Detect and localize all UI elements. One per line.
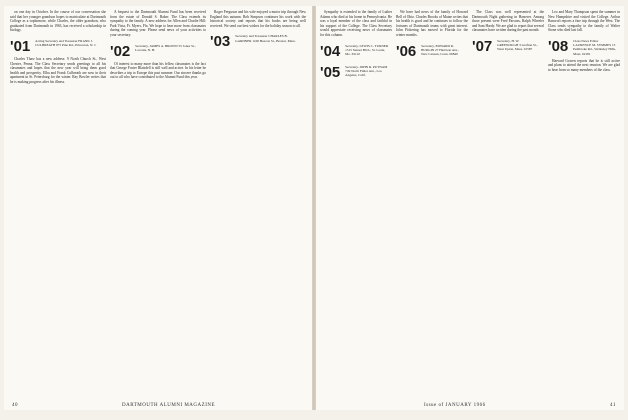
class-secretary-info: Acting Secretary and Treasurer FRANK J. CULBREATH 975 Pine Rd., Princeton, N. J. — [35, 38, 97, 48]
class-year: '02 — [110, 42, 131, 60]
page-number: 41 — [610, 403, 616, 408]
class-secretary-info: Secretary, JAMES A. BROWN 55 Jones St., Laconia, N. H. — [135, 43, 196, 52]
left-column-2 — [110, 10, 206, 82]
class-secretary-info: Secretary and Treasurer CHARLES B. GARDNER 1100 Beacon St., Boston, Mass. — [235, 34, 296, 43]
class-entry-header — [320, 65, 392, 80]
class-secretary-info: Secretary, H. W. GREENOUGH 3 Grafton St., West Upton, Mass. 01587 — [497, 38, 538, 52]
class-entry-header — [10, 39, 106, 54]
column-text: We have had news of the family of Howard Bell of Ohio. Charles Brooks of Maine writes that his health is good and he continues to follow the fortunes of Dartmouth teams with great interest. John Pickering has moved to Florida for the winter months. — [396, 10, 468, 37]
class-year: '01 — [10, 37, 31, 55]
magazine-title: DARTMOUTH ALUMNI MAGAZINE — [122, 403, 216, 408]
column-text: Of interest to many more than his fellow classmates is the fact that George Foster Blaisdell is still well and active. In his letter he describes a trip to Europe this past summer. Our sincere thanks go out to all who have contributed to the Alumni Fund this year. — [110, 61, 206, 80]
right-column-4 — [548, 10, 620, 75]
class-entry-header — [396, 44, 468, 59]
right-page — [316, 6, 624, 410]
column-text: The Class was well represented at the Dartmouth Night gathering in Hanover. Among those present were Fred Parsons, Ralph Wheeler and Sam Hardy. We are glad to report that several classmates have written during the past month. — [472, 10, 544, 33]
class-entry-header — [110, 44, 206, 59]
class-secretary-info: Secretary, LEWIS C. TURNER 1515 Sunset Blvd., St. Louis, Mo. 63110 — [345, 43, 389, 56]
class-year: '04 — [320, 42, 341, 60]
class-secretary-info: Class News Editor LAURENCE M. SYMMES 13 Pembroke Rd., Wellesley Hills, Mass. 02181 — [573, 38, 616, 56]
class-year: '07 — [472, 37, 493, 55]
page-number: 40 — [12, 403, 18, 408]
class-year: '03 — [210, 33, 231, 51]
right-column-2 — [396, 10, 468, 62]
column-text: Harvard Gowen reports that he is still active and plans to attend the next reunion. We are glad to hear from so many members of the class. — [548, 58, 620, 72]
left-page — [4, 6, 312, 410]
column-text: Sympathy is extended to the family of Luther Adams who died at his home in Pennsylvania. He was a loyal member of the class and faithful in his support of the College. The Class Secretary would appreciate receiving news of classmates for this column. — [320, 10, 392, 37]
left-column-3 — [210, 10, 306, 52]
class-entry-header — [472, 39, 544, 54]
right-column-1 — [320, 10, 392, 83]
class-secretary-info: Secretary, EDWARD R. BURGIN 27 Harrison Ave., New Canaan, Conn. 06840 — [421, 43, 459, 56]
column-text: on one day in October. In the course of our conversation she said that her younger grandson hopes to matriculate at Dartmouth College as a sophomore, while Charles, the older grandson, who graduated from Dartmouth in 1963, has received a scholarship in biology. — [10, 10, 106, 33]
class-secretary-info: Secretary, JOHN R. PUTNAM 749 North Fuller Ave., Los Angeles, Calif. — [345, 64, 388, 77]
class-year: '08 — [548, 37, 569, 55]
column-text: Leo and Mary Thompson spent the summer in New Hampshire and visited the College. Arthur Bancroft reports a fine trip through the West. The Class sends sympathy to the family of Walter Stone who died last fall. — [548, 10, 620, 33]
class-entry-header — [320, 44, 392, 59]
class-entry-header — [210, 34, 306, 49]
column-text: Charles Thaw has a new address: 9 North Church St., West Chester, Penna. The Class Secretary sends greetings to all his classmates and hopes that the new year will bring them good health and prosperity. Elba and Frank Culbreath are now in their apartment in St. Petersburg for the winter. Ray Bowler writes that he is making progress after his illness. — [10, 56, 106, 84]
issue-title: Issue of JANUARY 1966 — [424, 403, 486, 408]
column-text: Roger Ferguson and his wife enjoyed a motor trip through New England this autumn. Bob Simpson continues his work with the historical society and reports that his books are being well received. We send our best wishes for the holiday season to all. — [210, 10, 306, 28]
class-year: '06 — [396, 42, 417, 60]
class-entry-header — [548, 39, 620, 56]
column-text: A bequest to the Dartmouth Alumni Fund has been received from the estate of Donald S. Baker. The Class extends its sympathy to the family. A new address for Allen and Charlie Hill: Park Vista, Ft. Myers, Fla. We hope to hear more from classmates during the coming year. Please send news of your activities to your secretary. — [110, 10, 206, 37]
right-column-3 — [472, 10, 544, 57]
left-column-1 — [10, 10, 106, 87]
class-year: '05 — [320, 63, 341, 81]
